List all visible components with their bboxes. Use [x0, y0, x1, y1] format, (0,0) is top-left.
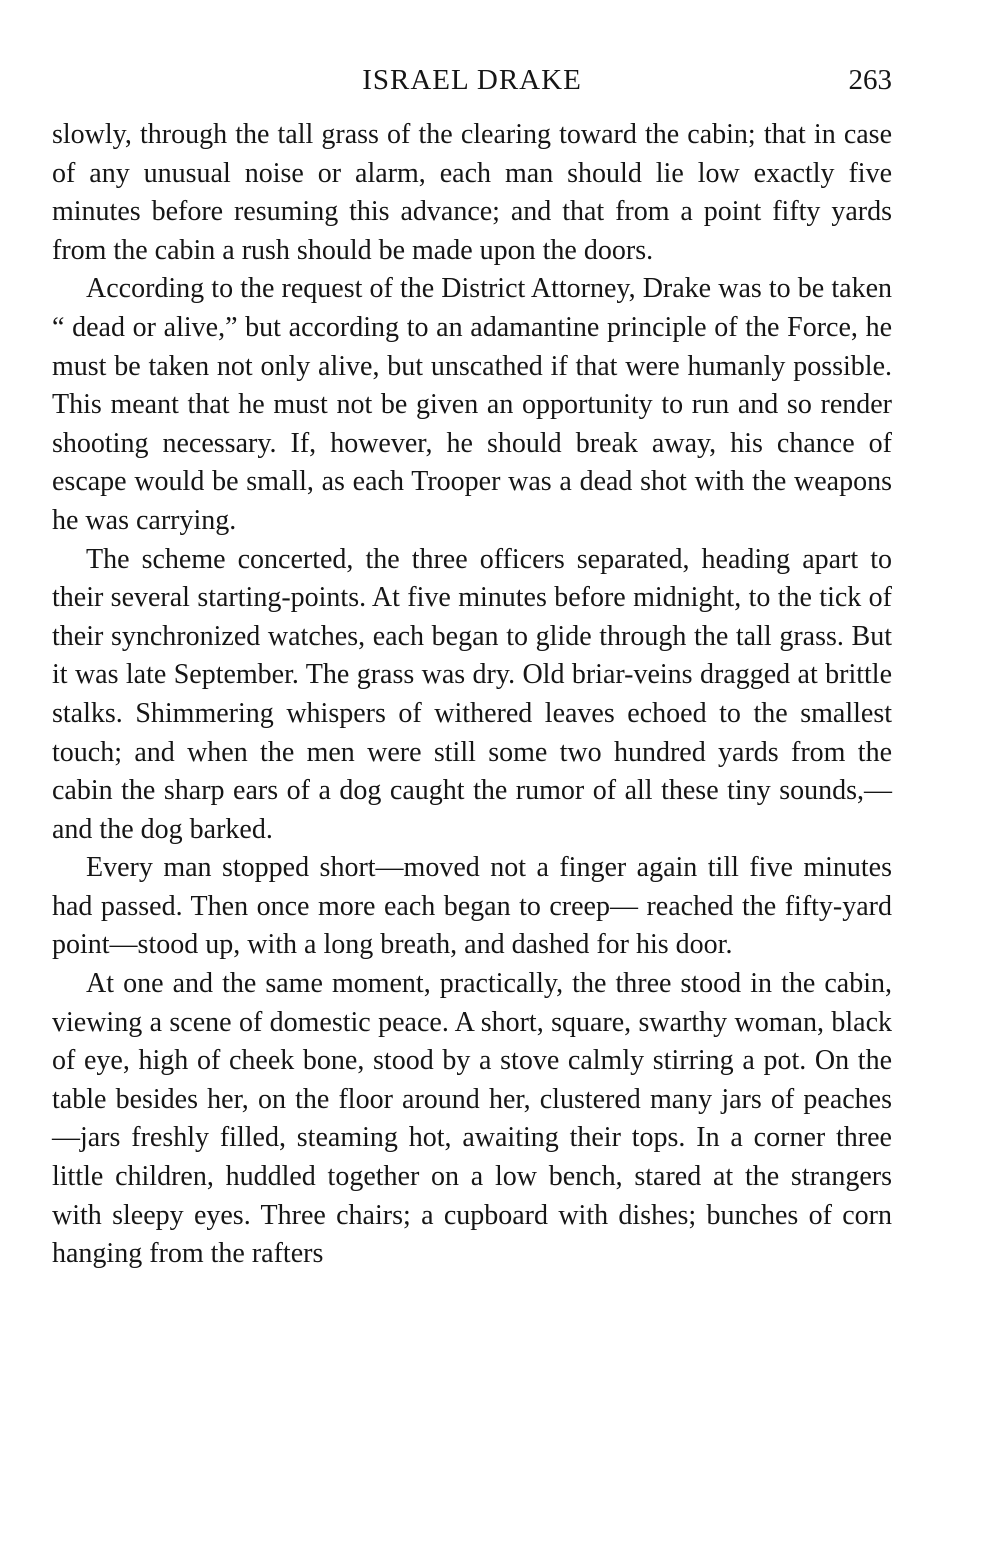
- paragraph-5: At one and the same moment, practically, the three stood in the cabin, viewing a scene of domestic peace. A short, square, swarthy woman, black of eye, high of cheek bone, stood by a stove calmly stirring a pot. On the table besides her, on the floor around her, clustered many jars of peaches —jars freshly filled, steaming hot, awaiting their tops. In a corner three little children, huddled together on a low bench, stared at the strangers with sleepy eyes. Three chairs; a cupboard with dishes; bunches of corn hanging from the rafters: [52, 968, 892, 1270]
- running-header: [52, 58, 892, 102]
- page-number: 263: [848, 64, 892, 96]
- paragraph-1: slowly, through the tall grass of the clearing toward the cabin; that in case of any unusual noise or alarm, each man should lie low exactly five minutes before resuming this advance; and that from a point fifty yards from the cabin a rush should be made upon the doors.: [52, 119, 892, 266]
- paragraph-3: The scheme concerted, the three officers separated, heading apart to their several starting-points. At five minutes before midnight, to the tick of their synchronized watches, each began to glide through the tall grass. But it was late September. The grass was dry. Old briar-veins dragged at brittle stalks. Shimmering whispers of withered leaves echoed to the smallest touch; and when the men were still some two hundred yards from the cabin the sharp ears of a dog caught the rumor of all these tiny sounds,—and the dog barked.: [52, 543, 892, 845]
- running-title: ISRAEL DRAKE: [362, 64, 582, 96]
- paragraph-2: According to the request of the District Attorney, Drake was to be taken “ dead or alive,” but according to an adamantine principle of the Force, he must be taken not only alive, but unscathed if that were humanly possible. This meant that he must not be given an opportunity to run and so render shooting necessary. If, however, he should break away, his chance of escape would be small, as each Trooper was a dead shot with the weapons he was carrying.: [52, 273, 892, 536]
- paragraph-4: Every man stopped short—moved not a finger again till five minutes had passed. Then once more each began to creep— reached the fifty-yard point—stood up, with a long breath, and dashed for his door.: [52, 852, 892, 961]
- body-text: [52, 116, 892, 1274]
